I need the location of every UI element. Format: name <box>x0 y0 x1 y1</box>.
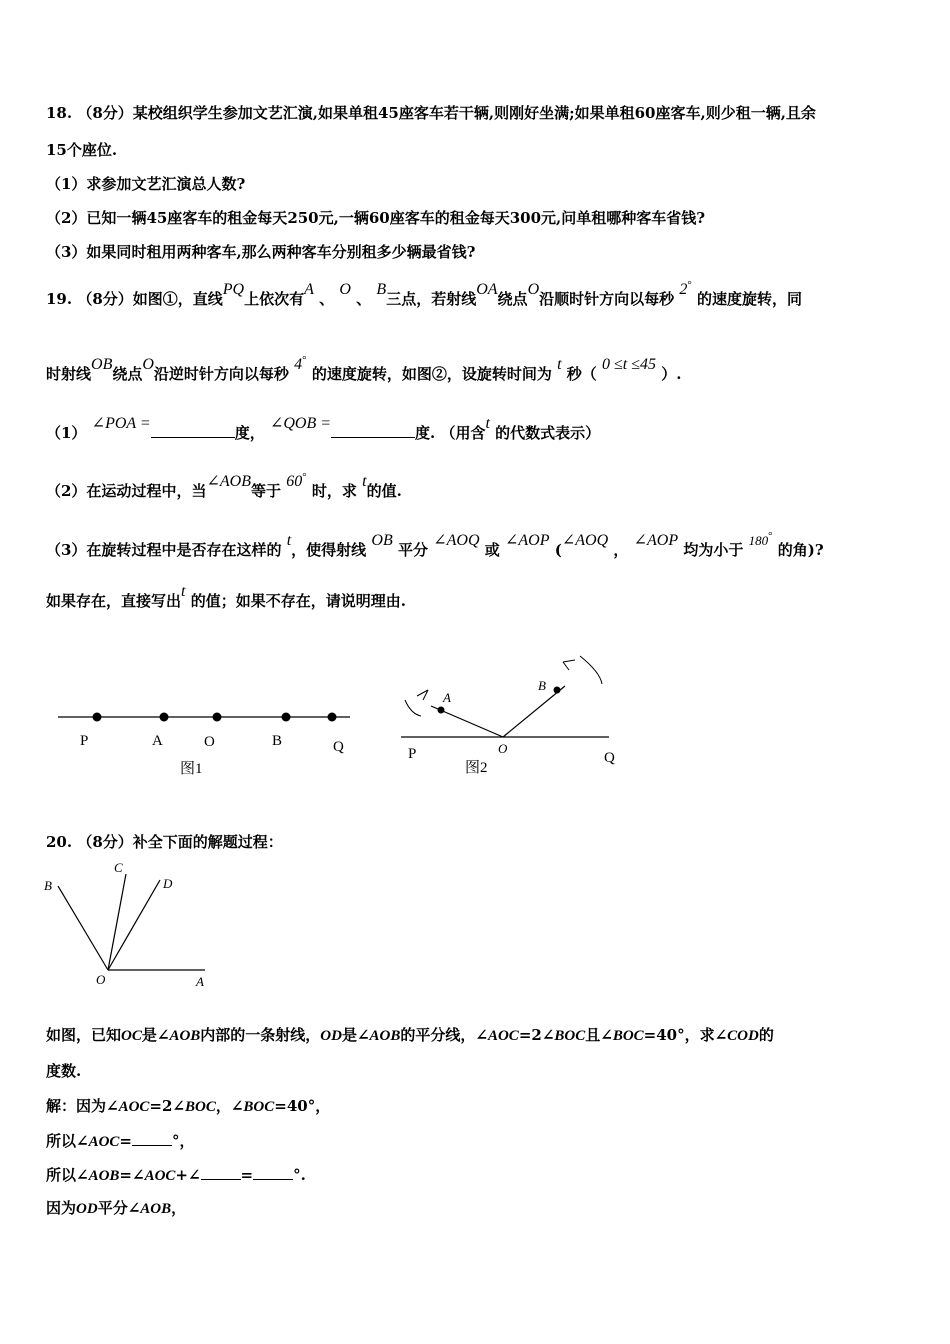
math-t: t <box>485 415 490 432</box>
q19-text: （2）在运动过程中，当 <box>46 482 207 500</box>
math-AOQ: ∠AOQ <box>433 532 480 549</box>
math-AOP: ∠AOP <box>504 532 550 549</box>
math-t: t <box>362 473 367 490</box>
math-AOC: AOC <box>118 1099 150 1115</box>
point-A <box>160 713 169 722</box>
q20-text: 的 <box>758 1026 774 1044</box>
degree-sign: ° <box>687 279 692 291</box>
q19-text: 的代数式表示） <box>495 424 601 442</box>
q18-part3: （3）如果同时租用两种客车,那么两种客车分别租多少辆最省钱? <box>46 243 476 261</box>
q20-text: 是∠ <box>341 1026 370 1044</box>
math-OD: OD <box>76 1201 98 1217</box>
q20-title: 20. （8分）补全下面的解题过程： <box>46 833 283 851</box>
q18-line2: 15个座位. <box>46 141 118 159</box>
q19-text: 、 <box>356 290 372 308</box>
label-C: C <box>114 860 123 875</box>
point-Q <box>328 713 337 722</box>
q20-text: °. <box>293 1166 306 1184</box>
math-BOC: BOC <box>612 1028 644 1044</box>
q19-text: 的速度旋转，同 <box>697 290 803 308</box>
math-AOQ: ∠AOQ <box>561 532 609 549</box>
math-QOB: ∠QOB = <box>269 415 332 432</box>
math-AOB: ∠AOB <box>206 473 251 490</box>
q20-text: +∠ <box>175 1166 201 1184</box>
q19-text: ，使得射线 <box>291 541 367 559</box>
q19-text: 、 <box>319 290 335 308</box>
ray-OB <box>58 886 108 970</box>
q20-text: 因为 <box>46 1199 77 1217</box>
q20-text: 平分∠ <box>97 1199 141 1217</box>
math-AOP: ∠AOP <box>633 532 679 549</box>
math-4: 4 <box>294 356 303 373</box>
math-B: B <box>376 281 387 298</box>
ray-OD <box>108 880 160 970</box>
label-Q: Q <box>604 750 615 766</box>
q19-text: 19. （8分）如图①，直线 <box>46 290 223 308</box>
q19-part2 <box>46 471 402 503</box>
degree-sign: ° <box>768 530 773 542</box>
q20-text: =∠ <box>119 1166 145 1184</box>
q19-text: 度. （用含 <box>415 424 486 442</box>
q20-text: 所以∠ <box>46 1166 89 1184</box>
q20-text: °， <box>172 1132 195 1150</box>
math-OB: OB <box>371 532 393 549</box>
q19-text: 均为小于 <box>683 541 744 559</box>
q19-text: 上依次有 <box>244 290 305 308</box>
q20-text: 如图，已知 <box>46 1026 122 1044</box>
q19-text: 的角)? <box>777 541 824 559</box>
q19-text: 沿逆时针方向以每秒 <box>153 365 289 383</box>
q19-part3-line2 <box>46 583 406 612</box>
math-60: 60 <box>286 473 303 490</box>
q18-part1: （1）求参加文艺汇演总人数? <box>46 175 246 193</box>
label-O: O <box>498 741 508 756</box>
math-A: A <box>304 281 314 298</box>
q20-text: ， <box>171 1199 187 1217</box>
math-O: O <box>142 356 154 373</box>
q19-text: 如果存在，直接写出 <box>46 592 182 610</box>
q20-text: =2∠ <box>149 1097 185 1115</box>
answer-blank[interactable] <box>151 422 235 438</box>
q19-text: 沿顺时针方向以每秒 <box>539 290 675 308</box>
q20-solution-line1 <box>46 1096 330 1117</box>
rotation-arc-A <box>405 700 421 716</box>
q19-text: 等于 <box>250 482 281 500</box>
q19-text: ， <box>613 541 629 559</box>
q19-text: 绕点 <box>497 290 528 308</box>
label-B: B <box>538 678 546 693</box>
math-BOC: BOC <box>185 1099 216 1115</box>
q20-text: 且∠ <box>585 1026 613 1044</box>
figure-1 <box>50 695 370 785</box>
math-O: O <box>527 281 540 298</box>
q20-text: 所以∠ <box>46 1132 89 1150</box>
point-B <box>554 687 561 694</box>
math-COD: COD <box>727 1028 759 1044</box>
label-Q: Q <box>333 739 344 755</box>
math-O: O <box>339 281 351 298</box>
label-D: D <box>163 876 173 891</box>
q20-text: =40°， <box>274 1097 331 1115</box>
q19-text: 或 <box>484 541 500 559</box>
arrow-icon <box>417 690 428 700</box>
q20-statement-line1 <box>46 1025 774 1046</box>
q19-text: （3）在旋转过程中是否存在这样的 <box>46 541 282 559</box>
q20-text: = <box>119 1132 132 1150</box>
math-PQ: PQ <box>222 281 245 298</box>
q18-part2: （2）已知一辆45座客车的租金每天250元,一辆60座客车的租金每天300元,问单租哪种客车省钱? <box>46 209 706 227</box>
q20-text: 内部的一条射线， <box>200 1026 321 1044</box>
q19-text: 时，求 <box>311 482 357 500</box>
answer-blank[interactable] <box>331 422 415 438</box>
figure-1-caption: 图1 <box>180 761 203 777</box>
q19-text: 绕点 <box>112 365 143 383</box>
point-B <box>282 713 291 722</box>
label-P: P <box>80 733 89 749</box>
answer-blank[interactable] <box>132 1130 172 1146</box>
q19-text: 的速度旋转，如图②，设旋转时间为 <box>311 365 552 383</box>
point-O <box>213 713 222 722</box>
q20-solution-line4 <box>46 1198 186 1219</box>
q19-text: 的值. <box>366 482 402 500</box>
q20-statement-line2: 度数. <box>46 1062 82 1080</box>
q20-text: = <box>240 1166 254 1184</box>
point-P <box>93 713 102 722</box>
q19-text: 度， <box>234 424 265 442</box>
label-O: O <box>96 972 106 987</box>
q19-line2 <box>46 354 682 386</box>
q19-text: 平分 <box>397 541 428 559</box>
q20-text: 解：因为∠ <box>46 1097 119 1115</box>
math-180: 180 <box>748 533 769 548</box>
math-AOC: AOC <box>144 1168 176 1184</box>
q20-text: =2∠ <box>518 1026 555 1044</box>
math-AOB: AOB <box>369 1028 401 1044</box>
q20-text: 的平分线，∠ <box>400 1026 488 1044</box>
q19-text: ( <box>554 541 562 559</box>
q20-text: 是∠ <box>141 1026 170 1044</box>
math-OA: OA <box>476 281 498 298</box>
math-t: t <box>286 532 292 549</box>
q20-text: =40°，求∠ <box>643 1026 728 1044</box>
math-AOC: AOC <box>487 1028 519 1044</box>
q20-solution-line3 <box>46 1164 306 1186</box>
math-OC: OC <box>121 1028 142 1044</box>
label-B: B <box>44 878 52 893</box>
arrow-icon <box>563 660 575 670</box>
q19-text: 时射线 <box>46 365 92 383</box>
math-OD: OD <box>320 1028 342 1044</box>
label-A: A <box>196 974 204 989</box>
math-AOB: AOB <box>88 1168 120 1184</box>
q19-text: 的值；如果不存在，请说明理由. <box>190 592 406 610</box>
figure-2 <box>395 650 635 780</box>
math-range: 0 ≤t ≤45 <box>602 356 657 373</box>
degree-sign: ° <box>302 354 307 366</box>
math-AOB: AOB <box>169 1028 201 1044</box>
label-O: O <box>204 734 215 750</box>
q19-text: （1） <box>46 424 87 442</box>
label-P: P <box>408 746 417 762</box>
math-OB: OB <box>91 356 113 373</box>
math-t: t <box>181 583 186 600</box>
figure-2-caption: 图2 <box>465 760 488 776</box>
q19-text: 三点，若射线 <box>386 290 477 308</box>
rotation-arc-B <box>580 656 602 684</box>
label-B: B <box>272 733 283 749</box>
math-2: 2 <box>679 281 688 298</box>
math-t: t <box>557 356 562 373</box>
q20-text: ，∠ <box>215 1097 244 1115</box>
q19-text: 秒（ <box>566 365 597 383</box>
figure-3 <box>40 858 220 993</box>
math-AOB: AOB <box>140 1201 172 1217</box>
q19-part3 <box>46 530 824 562</box>
q19-line1 <box>46 279 803 311</box>
answer-blank[interactable] <box>253 1164 293 1180</box>
math-POA: ∠POA = <box>91 415 151 432</box>
q18-line1: 18. （8分）某校组织学生参加文艺汇演,如果单租45座客车若干辆,则刚好坐满;如果单租60座客车,则少租一辆,且余 <box>46 104 816 122</box>
q19-text: ）. <box>661 365 682 383</box>
ray-OB <box>503 686 565 737</box>
label-A: A <box>443 690 451 705</box>
math-BOC: BOC <box>243 1099 275 1115</box>
math-AOC: AOC <box>88 1134 120 1150</box>
answer-blank[interactable] <box>201 1164 241 1180</box>
degree-sign: ° <box>302 471 307 483</box>
q19-part1 <box>46 415 601 444</box>
point-A <box>438 707 445 714</box>
label-A: A <box>152 733 163 749</box>
math-BOC: BOC <box>554 1028 586 1044</box>
q20-solution-line2 <box>46 1130 195 1152</box>
